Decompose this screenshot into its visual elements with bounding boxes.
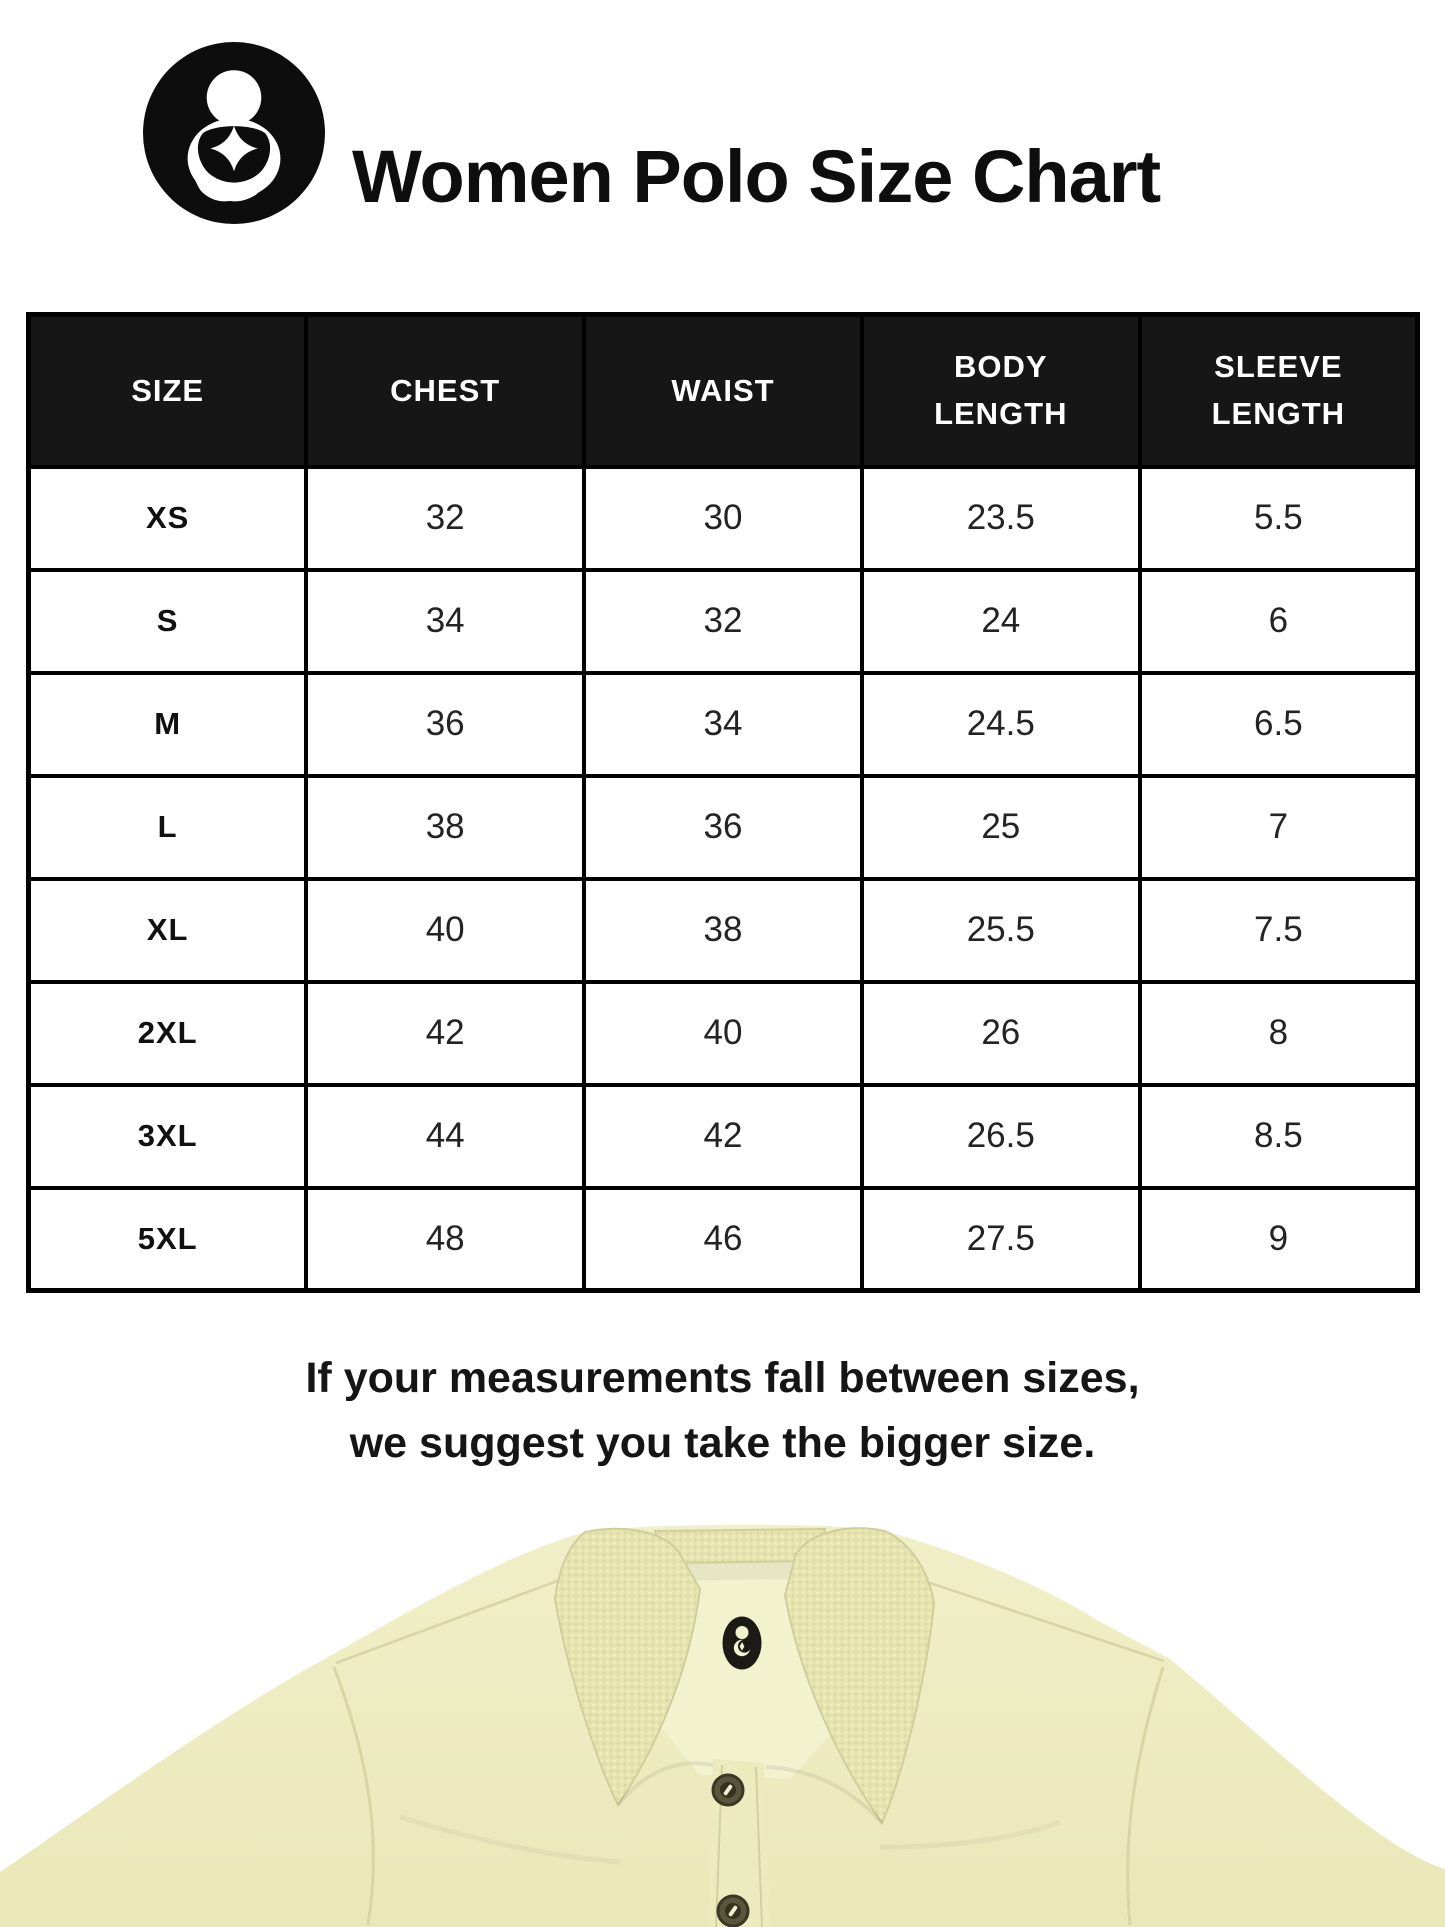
waist-cell: 34: [584, 673, 862, 776]
brand-logo-icon: [143, 42, 325, 224]
chest-cell: 48: [306, 1188, 584, 1291]
size-cell: 5XL: [29, 1188, 307, 1291]
waist-cell: 40: [584, 982, 862, 1085]
size-cell: XL: [29, 879, 307, 982]
table-row: [29, 982, 1418, 1085]
chest-cell: 36: [306, 673, 584, 776]
waist-cell: 38: [584, 879, 862, 982]
table-row: [29, 467, 1418, 570]
polo-shirt-photo: [0, 1517, 1445, 1927]
size-cell: L: [29, 776, 307, 879]
size-cell: XS: [29, 467, 307, 570]
neck-label-icon: [723, 1617, 762, 1670]
chest-cell: 42: [306, 982, 584, 1085]
chest-cell: 38: [306, 776, 584, 879]
fit-note: [0, 1346, 1445, 1475]
fit-note-line2: we suggest you take the bigger size.: [349, 1418, 1096, 1467]
page-title: Women Polo Size Chart: [352, 134, 1161, 218]
body-length-cell: 26: [862, 982, 1140, 1085]
body-length-cell: 24.5: [862, 673, 1140, 776]
col-header-size: SIZE: [29, 315, 307, 467]
sleeve-length-cell: 8.5: [1140, 1085, 1418, 1188]
body-length-cell: 24: [862, 570, 1140, 673]
size-chart-table: [26, 312, 1420, 1293]
table-row: [29, 879, 1418, 982]
waist-cell: 32: [584, 570, 862, 673]
chest-cell: 40: [306, 879, 584, 982]
body-length-cell: 26.5: [862, 1085, 1140, 1188]
waist-cell: 30: [584, 467, 862, 570]
shirt-button: [717, 1895, 749, 1927]
body-length-cell: 23.5: [862, 467, 1140, 570]
waist-cell: 46: [584, 1188, 862, 1291]
table-row: [29, 673, 1418, 776]
col-header-chest: CHEST: [306, 315, 584, 467]
table-row: [29, 1085, 1418, 1188]
col-header-waist: WAIST: [584, 315, 862, 467]
chest-cell: 34: [306, 570, 584, 673]
header: [0, 0, 1445, 250]
col-header-body-length: BODY LENGTH: [862, 315, 1140, 467]
chest-cell: 32: [306, 467, 584, 570]
sleeve-length-cell: 9: [1140, 1188, 1418, 1291]
sleeve-length-cell: 7: [1140, 776, 1418, 879]
table-row: [29, 570, 1418, 673]
shirt-button: [712, 1774, 744, 1806]
chest-cell: 44: [306, 1085, 584, 1188]
sleeve-length-cell: 7.5: [1140, 879, 1418, 982]
table-row: [29, 776, 1418, 879]
sleeve-length-cell: 5.5: [1140, 467, 1418, 570]
body-length-cell: 27.5: [862, 1188, 1140, 1291]
waist-cell: 36: [584, 776, 862, 879]
size-cell: S: [29, 570, 307, 673]
table-header-row: [29, 315, 1418, 467]
fit-note-line1: If your measurements fall between sizes,: [305, 1354, 1140, 1402]
col-header-sleeve-length: SLEEVE LENGTH: [1140, 315, 1418, 467]
table-row: [29, 1188, 1418, 1291]
size-cell: 2XL: [29, 982, 307, 1085]
body-length-cell: 25: [862, 776, 1140, 879]
sleeve-length-cell: 6.5: [1140, 673, 1418, 776]
size-cell: M: [29, 673, 307, 776]
body-length-cell: 25.5: [862, 879, 1140, 982]
sleeve-length-cell: 8: [1140, 982, 1418, 1085]
waist-cell: 42: [584, 1085, 862, 1188]
size-cell: 3XL: [29, 1085, 307, 1188]
sleeve-length-cell: 6: [1140, 570, 1418, 673]
